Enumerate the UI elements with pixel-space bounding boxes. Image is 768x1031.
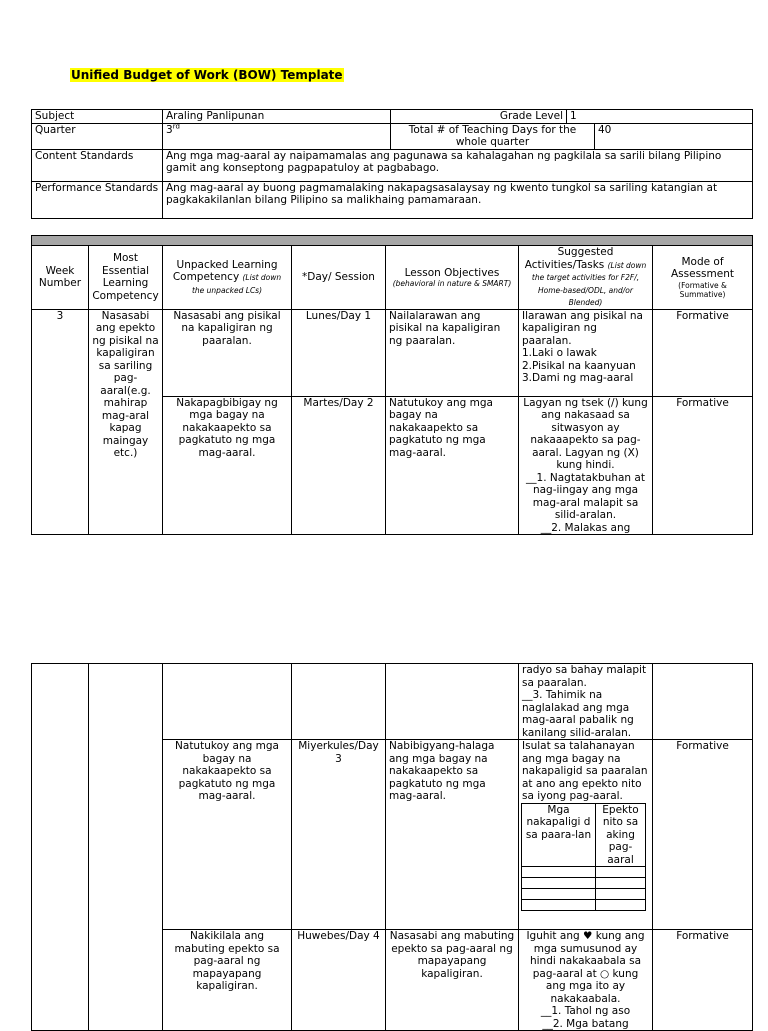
budget-table xyxy=(31,235,753,535)
day-cell-continued xyxy=(292,664,386,740)
row1-mode: Formative xyxy=(653,309,753,396)
content-standards-label: Content Standards xyxy=(32,149,163,181)
teaching-days-value: 40 xyxy=(595,123,753,149)
row4-objective: Nasasabi ang mabuting epekto sa pag-aaral ng mapayapang kapaligiran. xyxy=(386,930,519,1031)
quarter-value: 3rd xyxy=(163,123,391,149)
row4-unpacked: Nakikilala ang mabuting epekto sa pag-aaral ng mapayapang kapaligiran. xyxy=(163,930,292,1031)
row4-activity: Iguhit ang ♥ kung ang mga sumusunod ay hindi nakakaabala sa pag-aaral at ○ kung ang mga ito ay nakakaabala. __1. Tahol ng aso __2. Mga batang xyxy=(519,930,653,1031)
week-number: 3 xyxy=(32,309,89,535)
grade-label: Grade Level xyxy=(391,110,567,124)
header-unpacked: Unpacked Learning Competency (List down the unpacked LCs) xyxy=(163,246,292,310)
effects-blank-cell xyxy=(596,867,646,878)
info-table xyxy=(31,109,753,219)
budget-table-continued xyxy=(31,663,753,1031)
row3-objective: Nabibigyang-halaga ang mga bagay na nakakaapekto sa pagkatuto ng mga mag-aaral. xyxy=(386,740,519,930)
header-mode: Mode of Assessment (Formative & Summative) xyxy=(653,246,753,310)
effects-col-surroundings: Mga nakapaligi d sa paara-lan xyxy=(522,803,596,867)
header-objectives: Lesson Objectives (behavioral in nature & SMART) xyxy=(386,246,519,310)
row2-mode: Formative xyxy=(653,396,753,535)
header-day: *Day/ Session xyxy=(292,246,386,310)
header-bar xyxy=(32,236,753,246)
grade-value: 1 xyxy=(567,110,753,124)
row2-objective: Natutukoy ang mga bagay na nakakaapekto sa pagkatuto ng mga mag-aaral. xyxy=(386,396,519,535)
row3-activity: Isulat sa talahanayan ang mga bagay na nakapaligid sa paaralan at ano ang epekto nito sa iyong pag-aaral. Mga nakapaligi d sa paara-lan Epekto nito sa aking pag-aaral xyxy=(519,740,653,930)
header-activities: Suggested Activities/Tasks (List down the target activities for F2F/, Home-based/ODL, and/or Blended) xyxy=(519,246,653,310)
teaching-days-label: Total # of Teaching Days for the whole quarter xyxy=(391,123,595,149)
row3-day: Miyerkules/Day 3 xyxy=(292,740,386,930)
row1-objective: Nailalarawan ang pisikal na kapaligiran ng paaralan. xyxy=(386,309,519,396)
performance-standards-label: Performance Standards xyxy=(32,181,163,218)
effects-blank-cell xyxy=(522,878,596,889)
effects-blank-cell xyxy=(522,900,596,911)
subject-label: Subject xyxy=(32,110,163,124)
row2-activity: Lagyan ng tsek (/) kung ang nakasaad sa sitwasyon ay nakaaapekto sa pag-aaral. Lagyan ng (X) kung hindi. __1. Nagtatakbuhan at nag-iingay ang mga mag-aral malapit sa silid-aralan. __2. Malakas ang xyxy=(519,396,653,535)
row3-mode: Formative xyxy=(653,740,753,930)
mode-cell-continued xyxy=(653,664,753,740)
row1-day: Lunes/Day 1 xyxy=(292,309,386,396)
melc-cell-continued xyxy=(89,664,163,1031)
quarter-label: Quarter xyxy=(32,123,163,149)
objective-cell-continued xyxy=(386,664,519,740)
performance-standards-value: Ang mag-aaral ay buong pagmamalaking nakapagsasalaysay ng kwento tungkol sa sariling katangian at pagkakakilanlan bilang Pilipino sa malikhaing pamamaraan. xyxy=(163,181,753,218)
row2-day: Martes/Day 2 xyxy=(292,396,386,535)
row4-day: Huwebes/Day 4 xyxy=(292,930,386,1031)
effects-table xyxy=(521,803,646,912)
effects-blank-cell xyxy=(522,867,596,878)
effects-blank-cell xyxy=(522,889,596,900)
subject-value: Araling Panlipunan xyxy=(163,110,391,124)
effects-blank-cell xyxy=(596,889,646,900)
effects-blank-cell xyxy=(596,900,646,911)
row1-activity: Ilarawan ang pisikal na kapaligiran ng paaralan. 1.Laki o lawak 2.Pisikal na kaanyuan 3.Dami ng mag-aaral xyxy=(519,309,653,396)
effects-blank-cell xyxy=(596,878,646,889)
row2-unpacked: Nakapagbibigay ng mga bagay na nakakaapekto sa pagkatuto ng mga mag-aaral. xyxy=(163,396,292,535)
content-standards-value: Ang mga mag-aaral ay naipamamalas ang pagunawa sa kahalagahan ng pagkilala sa sarili bilang Pilipino gamit ang konseptong pagpapatuloy at pagbabago. xyxy=(163,149,753,181)
row3-unpacked: Natutukoy ang mga bagay na nakakaapekto sa pagkatuto ng mga mag-aaral. xyxy=(163,740,292,930)
week-cell-continued xyxy=(32,664,89,1031)
row4-mode: Formative xyxy=(653,930,753,1031)
row1-unpacked: Nasasabi ang pisikal na kapaligiran ng paaralan. xyxy=(163,309,292,396)
unpacked-cell-continued xyxy=(163,664,292,740)
melc-text: Nasasabi ang epekto ng pisikal na kapaligiran sa sariling pag-aaral(e.g. mahirap mag-aral kapag maingay etc.) xyxy=(89,309,163,535)
activity-continuation: radyo sa bahay malapit sa paaralan. __3. Tahimik na naglalakad ang mga mag-aaral pabalik ng kanilang silid-aralan. xyxy=(519,664,653,740)
document-title: Unified Budget of Work (BOW) Template xyxy=(71,68,343,82)
header-week: Week Number xyxy=(32,246,89,310)
effects-col-effect: Epekto nito sa aking pag-aaral xyxy=(596,803,646,867)
header-melc: Most Essential Learning Competency xyxy=(89,246,163,310)
